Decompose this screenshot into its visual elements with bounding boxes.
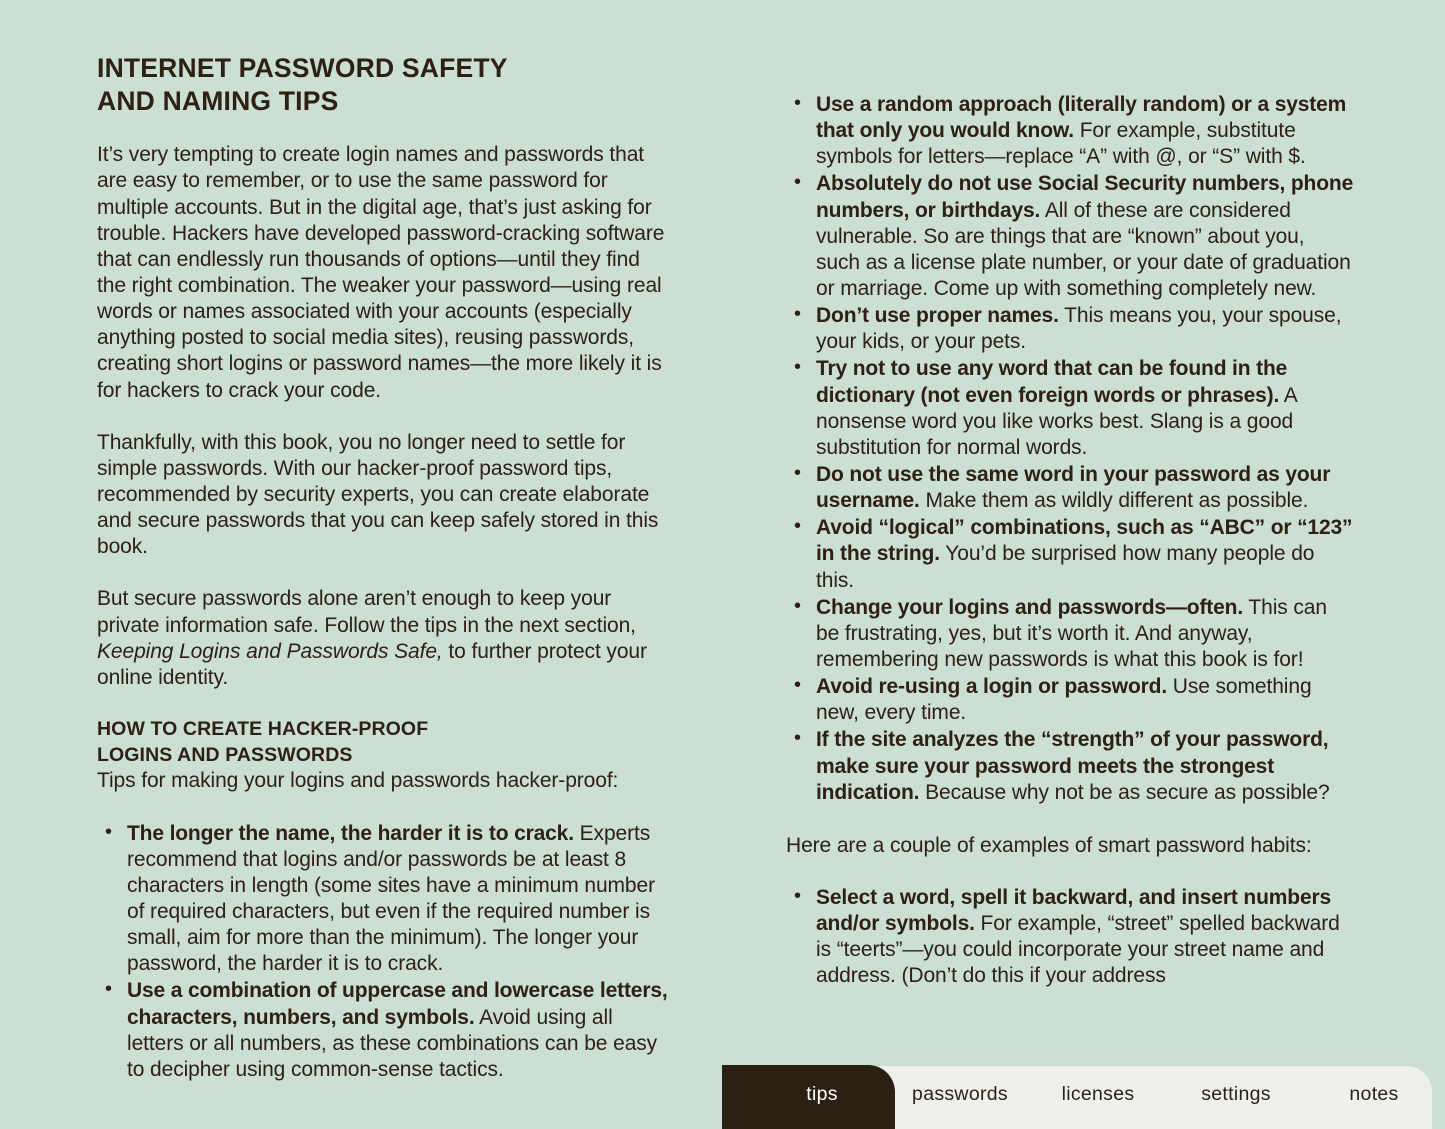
tip-rest: You’d be surprised how many people do this. bbox=[816, 542, 1315, 592]
spacer bbox=[97, 795, 670, 821]
tip-rest: For example, substitute symbols for letters—replace “A” with @, or “S” with $. bbox=[816, 119, 1306, 169]
paragraph-3-part-1: But secure passwords alone aren’t enough to keep your private information safe. Follow the tips in the next section, bbox=[97, 587, 636, 637]
list-item bbox=[786, 885, 1354, 990]
tip-bold: If the site analyzes the “strength” of your password, make sure your password meets the strongest indication. bbox=[816, 728, 1329, 804]
example-tips-list bbox=[786, 885, 1354, 990]
section-subtitle-intro: Tips for making your logins and passwords hacker-proof: bbox=[97, 769, 619, 793]
examples-intro: Here are a couple of examples of smart password habits: bbox=[786, 833, 1312, 857]
tab-label-notes[interactable]: notes bbox=[1349, 1083, 1399, 1105]
section-subtitle-line-1: HOW TO CREATE HACKER-PROOF bbox=[97, 717, 429, 740]
tip-bold: The longer the name, the harder it is to crack. bbox=[127, 821, 574, 845]
tip-bold: Don’t use proper names. bbox=[816, 304, 1059, 328]
list-item bbox=[786, 92, 1354, 170]
section-subtitle bbox=[97, 717, 670, 768]
bottom-tab-bar bbox=[0, 1055, 1445, 1129]
tab-label-licenses[interactable]: licenses bbox=[1061, 1083, 1135, 1105]
tip-bold: Use a combination of uppercase and lowercase letters, characters, numbers, and symbols. bbox=[127, 979, 668, 1029]
tab-label-settings[interactable]: settings bbox=[1201, 1083, 1271, 1105]
list-item bbox=[786, 303, 1354, 355]
list-item bbox=[786, 727, 1354, 805]
tip-rest: For example, “street” spelled backward is “teerts”—you could incorporate your street name and address. (Don’t do this if your address bbox=[816, 912, 1340, 988]
section-subtitle-line-2: LOGINS AND PASSWORDS bbox=[97, 743, 353, 766]
tip-rest: A nonsense word you like works best. Slang is a good substitution for normal words. bbox=[816, 383, 1297, 459]
tip-bold: Change your logins and passwords—often. bbox=[816, 595, 1244, 619]
page-title bbox=[97, 52, 670, 118]
intro-paragraph-1: It’s very tempting to create login names and passwords that are easy to remember, or to use the same password for multiple accounts. But in the digital age, that’s just asking for trouble. Hackers have developed password-cracking software that can endlessly run thousands of options—until they find the right combination. The weaker your password—using real words or names associated with your accounts (especially anything posted to social media sites), reusing passwords, creating short logins or password names—the more likely it is for hackers to crack your code. bbox=[97, 143, 665, 402]
right-column-inner bbox=[786, 46, 1354, 990]
tip-rest: Use something new, every time. bbox=[816, 675, 1312, 725]
page-title-line-2: AND NAMING TIPS bbox=[97, 86, 339, 117]
list-item bbox=[786, 356, 1354, 461]
tip-rest: Experts recommend that logins and/or passwords be at least 8 characters in length (some sites have a minimum number of required characters, but even if the required number is small, aim for more than the minimum). The longer your password, the harder it is to crack. bbox=[127, 821, 655, 976]
paragraph-3-part-2: to further protect your online identity. bbox=[97, 639, 647, 689]
tip-rest: Make them as wildly different as possible. bbox=[919, 489, 1309, 513]
list-item bbox=[786, 462, 1354, 514]
spacer bbox=[786, 807, 1354, 833]
tab-label-tips[interactable]: tips bbox=[806, 1083, 838, 1105]
list-item bbox=[786, 674, 1354, 726]
tip-bold: Select a word, spell it backward, and insert numbers and/or symbols. bbox=[816, 885, 1332, 936]
left-column bbox=[0, 0, 700, 1081]
tip-bold: Use a random approach (literally random) or a system that only you would know. bbox=[816, 93, 1347, 143]
list-item bbox=[97, 821, 670, 978]
section-reference-italic: Keeping Logins and Passwords Safe, bbox=[97, 639, 443, 663]
list-item bbox=[786, 171, 1354, 302]
tip-rest: This means you, your spouse, your kids, or your pets. bbox=[816, 304, 1342, 354]
tip-bold: Do not use the same word in your password as your username. bbox=[816, 462, 1331, 513]
tip-bold: Avoid “logical” combinations, such as “ABC” or “123” in the string. bbox=[816, 516, 1353, 566]
tip-rest: This can be frustrating, yes, but it’s worth it. And anyway, remembering new passwords is what this book is for! bbox=[816, 595, 1327, 671]
tip-rest: Because why not be as secure as possible? bbox=[919, 780, 1330, 804]
tip-bold: Absolutely do not use Social Security numbers, phone numbers, or birthdays. bbox=[816, 172, 1354, 222]
left-tips-list bbox=[97, 821, 670, 1083]
right-column bbox=[700, 0, 1445, 1055]
page-title-line-1: INTERNET PASSWORD SAFETY bbox=[97, 53, 508, 83]
list-item bbox=[786, 595, 1354, 673]
tip-bold: Try not to use any word that can be found in the dictionary (not even foreign words or phrases). bbox=[816, 357, 1288, 407]
tab-label-passwords[interactable]: passwords bbox=[912, 1083, 1008, 1105]
right-tips-list bbox=[786, 92, 1354, 806]
intro-paragraph-3 bbox=[97, 586, 670, 691]
tip-bold: Avoid re-using a login or password. bbox=[816, 675, 1168, 699]
list-item bbox=[786, 515, 1354, 593]
tip-rest: Avoid using all letters or all numbers, as these combinations can be easy to decipher using common-sense tactics. bbox=[127, 1005, 658, 1081]
tip-rest: All of these are considered vulnerable. So are things that are “known” about you, such as a license plate number, or your date of graduation or marriage. Come up with something completely new. bbox=[816, 198, 1351, 300]
intro-paragraph-2: Thankfully, with this book, you no longer need to settle for simple passwords. With our hacker-proof password tips, recommended by security experts, you can create elaborate and secure passwords that you can keep safely stored in this book. bbox=[97, 430, 659, 559]
